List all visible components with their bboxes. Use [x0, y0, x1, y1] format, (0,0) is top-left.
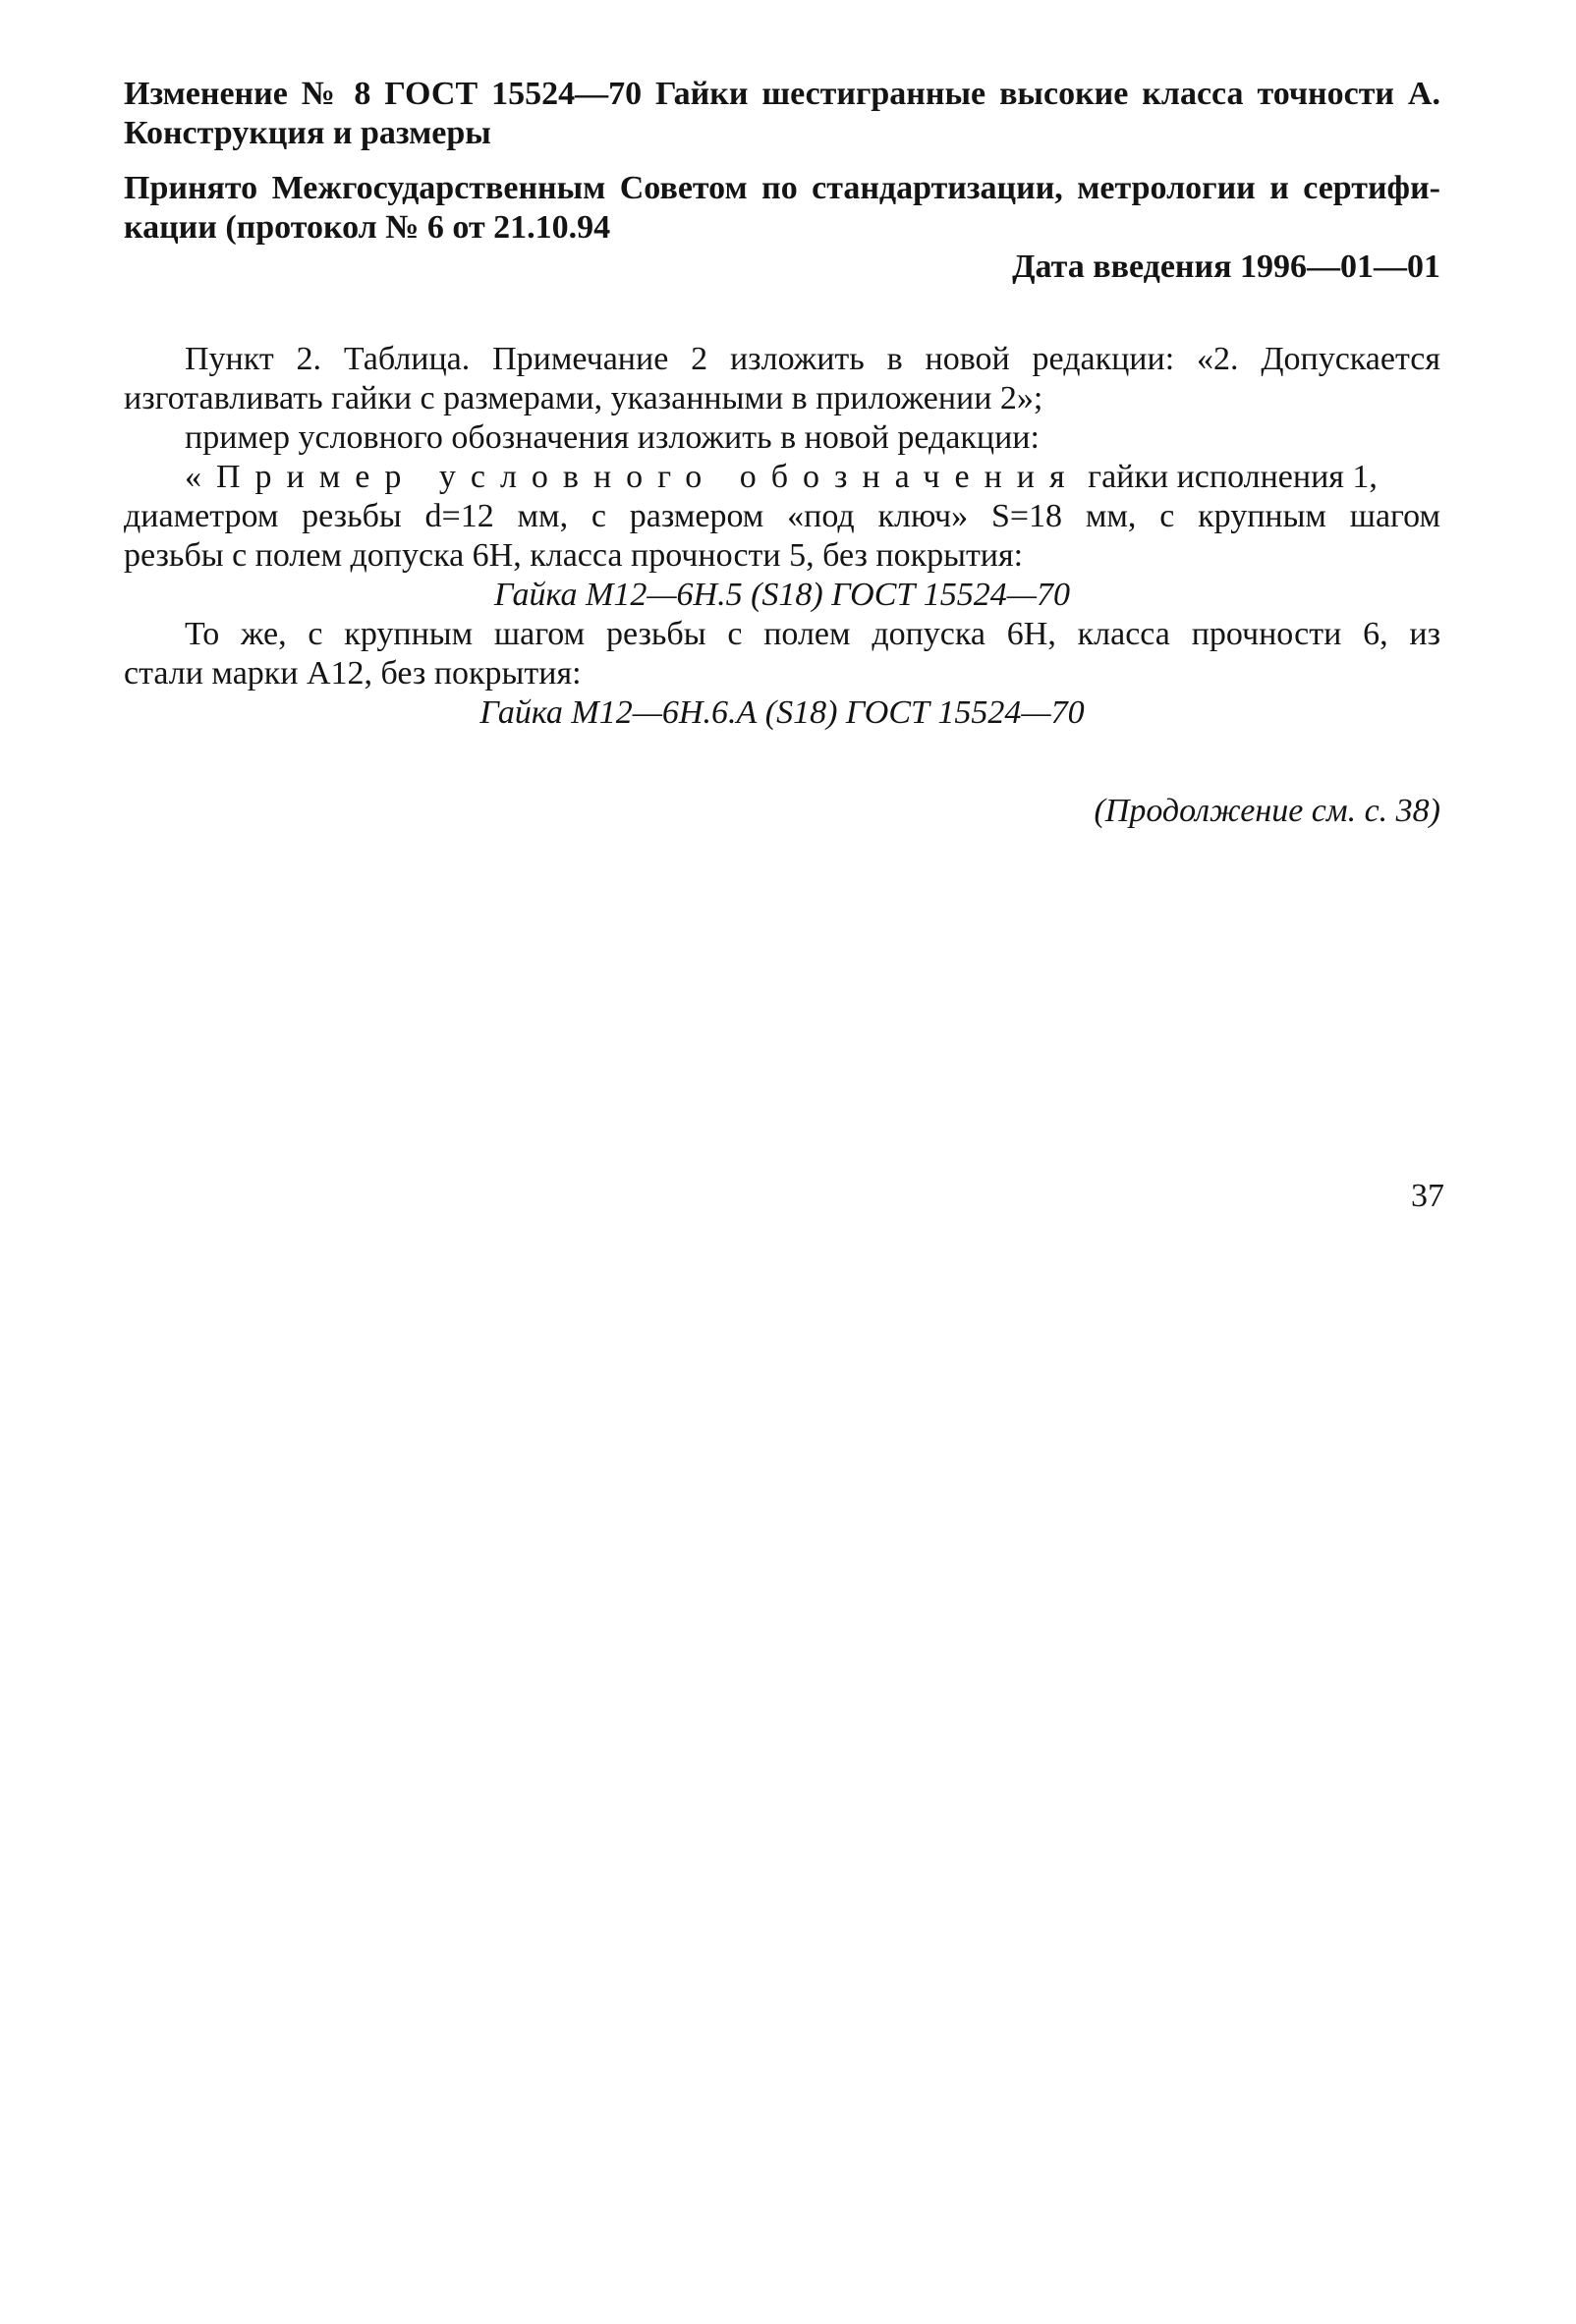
designation-1: Гайка М12—6Н.5 (S18) ГОСТ 15524—70 — [493, 577, 1071, 613]
para2-line-1: пример условного обозначения изложить в новой редакции: — [185, 419, 1040, 456]
adoption-line-2: кации (протокол № 6 от 21.10.94 — [124, 209, 611, 246]
continuation-text: (Продолжение см. с. 38) — [1094, 793, 1440, 829]
effective-date — [124, 248, 1440, 287]
example-heading-spaced: «Пример условного обозначения — [185, 459, 1080, 495]
title-line-1: Изменение № 8 ГОСТ 15524—70 Гайки шестигранные высокие класса точности А. — [124, 76, 1440, 112]
title-line-2: Конструкция и размеры — [124, 115, 491, 151]
example-heading-rest: гайки исполнения 1, — [1079, 459, 1378, 495]
para1-line-2: изготавливать гайки с размерами, указанными в приложении 2»; — [124, 380, 1043, 416]
designation-2: Гайка М12—6Н.6.А (S18) ГОСТ 15524—70 — [479, 694, 1085, 731]
amendment-body — [124, 340, 1440, 733]
example-line-1 — [124, 458, 1440, 497]
same-line-1: То же, с крупным шагом резьбы с полем допуска 6Н, класса прочности 6, из — [185, 616, 1440, 652]
example-line-3: резьбы с полем допуска 6Н, класса прочности 5, без покрытия: — [124, 537, 1024, 574]
page-number: 37 — [1411, 1178, 1444, 1214]
adoption-line-1: Принято Межгосударственным Советом по стандартизации, метрологии и сертифи- — [124, 170, 1440, 206]
continuation-note — [124, 792, 1440, 831]
document-header-title — [124, 75, 1440, 153]
adoption-note — [124, 169, 1440, 248]
same-line-2: стали марки А12, без покрытия: — [124, 655, 582, 692]
example-line-2: диаметром резьбы d=12 мм, с размером «под ключ» S=18 мм, с крупным шагом — [124, 498, 1440, 534]
effective-date-text: Дата введения 1996—01—01 — [1012, 249, 1440, 285]
para1-line-1: Пункт 2. Таблица. Примечание 2 изложить в новой редакции: «2. Допускается — [185, 341, 1440, 377]
